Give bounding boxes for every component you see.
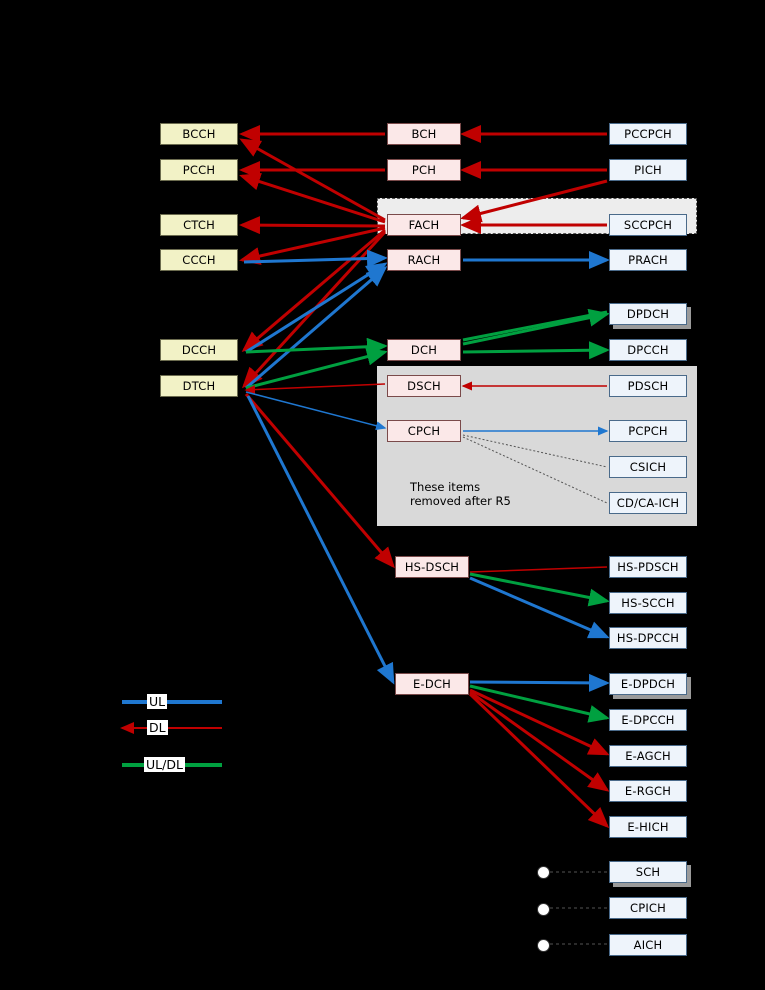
physical-channel-pich[interactable]: PICH xyxy=(609,159,687,181)
physical-channel-prach[interactable]: PRACH xyxy=(609,249,687,271)
physical-channel-pcpch[interactable]: PCPCH xyxy=(609,420,687,442)
origin-dot-aich xyxy=(537,939,550,952)
origin-dot-sch xyxy=(537,866,550,879)
physical-channel-sch[interactable]: SCH xyxy=(609,861,687,883)
physical-channel-csich[interactable]: CSICH xyxy=(609,456,687,478)
physical-channel-pccpch[interactable]: PCCPCH xyxy=(609,123,687,145)
physical-channel-cpich[interactable]: CPICH xyxy=(609,897,687,919)
physical-channel-sccpch[interactable]: SCCPCH xyxy=(609,214,687,236)
legend-label-ul: UL xyxy=(149,694,166,709)
physical-channel-e-hich[interactable]: E-HICH xyxy=(609,816,687,838)
logical-channel-bcch[interactable]: BCCH xyxy=(160,123,238,145)
transport-channel-cpch[interactable]: CPCH xyxy=(387,420,461,442)
removed-after-r5-note-line1: These items xyxy=(410,480,481,494)
logical-channel-ccch[interactable]: CCCH xyxy=(160,249,238,271)
transport-channel-e-dch[interactable]: E-DCH xyxy=(395,673,469,695)
physical-channel-e-dpdch[interactable]: E-DPDCH xyxy=(609,673,687,695)
physical-channel-dpcch[interactable]: DPCCH xyxy=(609,339,687,361)
physical-channel-dpdch[interactable]: DPDCH xyxy=(609,303,687,325)
physical-channel-e-agch[interactable]: E-AGCH xyxy=(609,745,687,767)
logical-channel-dcch[interactable]: DCCH xyxy=(160,339,238,361)
transport-channel-dch[interactable]: DCH xyxy=(387,339,461,361)
transport-channel-rach[interactable]: RACH xyxy=(387,249,461,271)
transport-channel-hs-dsch[interactable]: HS-DSCH xyxy=(395,556,469,578)
transport-channel-fach[interactable]: FACH xyxy=(387,214,461,236)
physical-channel-hs-dpcch[interactable]: HS-DPCCH xyxy=(609,627,687,649)
legend-label-uldl: UL/DL xyxy=(146,757,183,772)
legend-label-dl: DL xyxy=(149,720,166,735)
logical-channel-pcch[interactable]: PCCH xyxy=(160,159,238,181)
legend xyxy=(118,690,228,785)
transport-channel-bch[interactable]: BCH xyxy=(387,123,461,145)
physical-channel-aich[interactable]: AICH xyxy=(609,934,687,956)
physical-channel-cdcaich[interactable]: CD/CA-ICH xyxy=(609,492,687,514)
physical-channel-hs-scch[interactable]: HS-SCCH xyxy=(609,592,687,614)
physical-channel-pdsch[interactable]: PDSCH xyxy=(609,375,687,397)
removed-after-r5-note-line2: removed after R5 xyxy=(410,494,511,508)
transport-channel-pch[interactable]: PCH xyxy=(387,159,461,181)
physical-channel-e-rgch[interactable]: E-RGCH xyxy=(609,780,687,802)
physical-channel-hs-pdsch[interactable]: HS-PDSCH xyxy=(609,556,687,578)
physical-channel-e-dpcch[interactable]: E-DPCCH xyxy=(609,709,687,731)
transport-channel-dsch[interactable]: DSCH xyxy=(387,375,461,397)
logical-channel-dtch[interactable]: DTCH xyxy=(160,375,238,397)
origin-dot-cpich xyxy=(537,903,550,916)
logical-channel-ctch[interactable]: CTCH xyxy=(160,214,238,236)
